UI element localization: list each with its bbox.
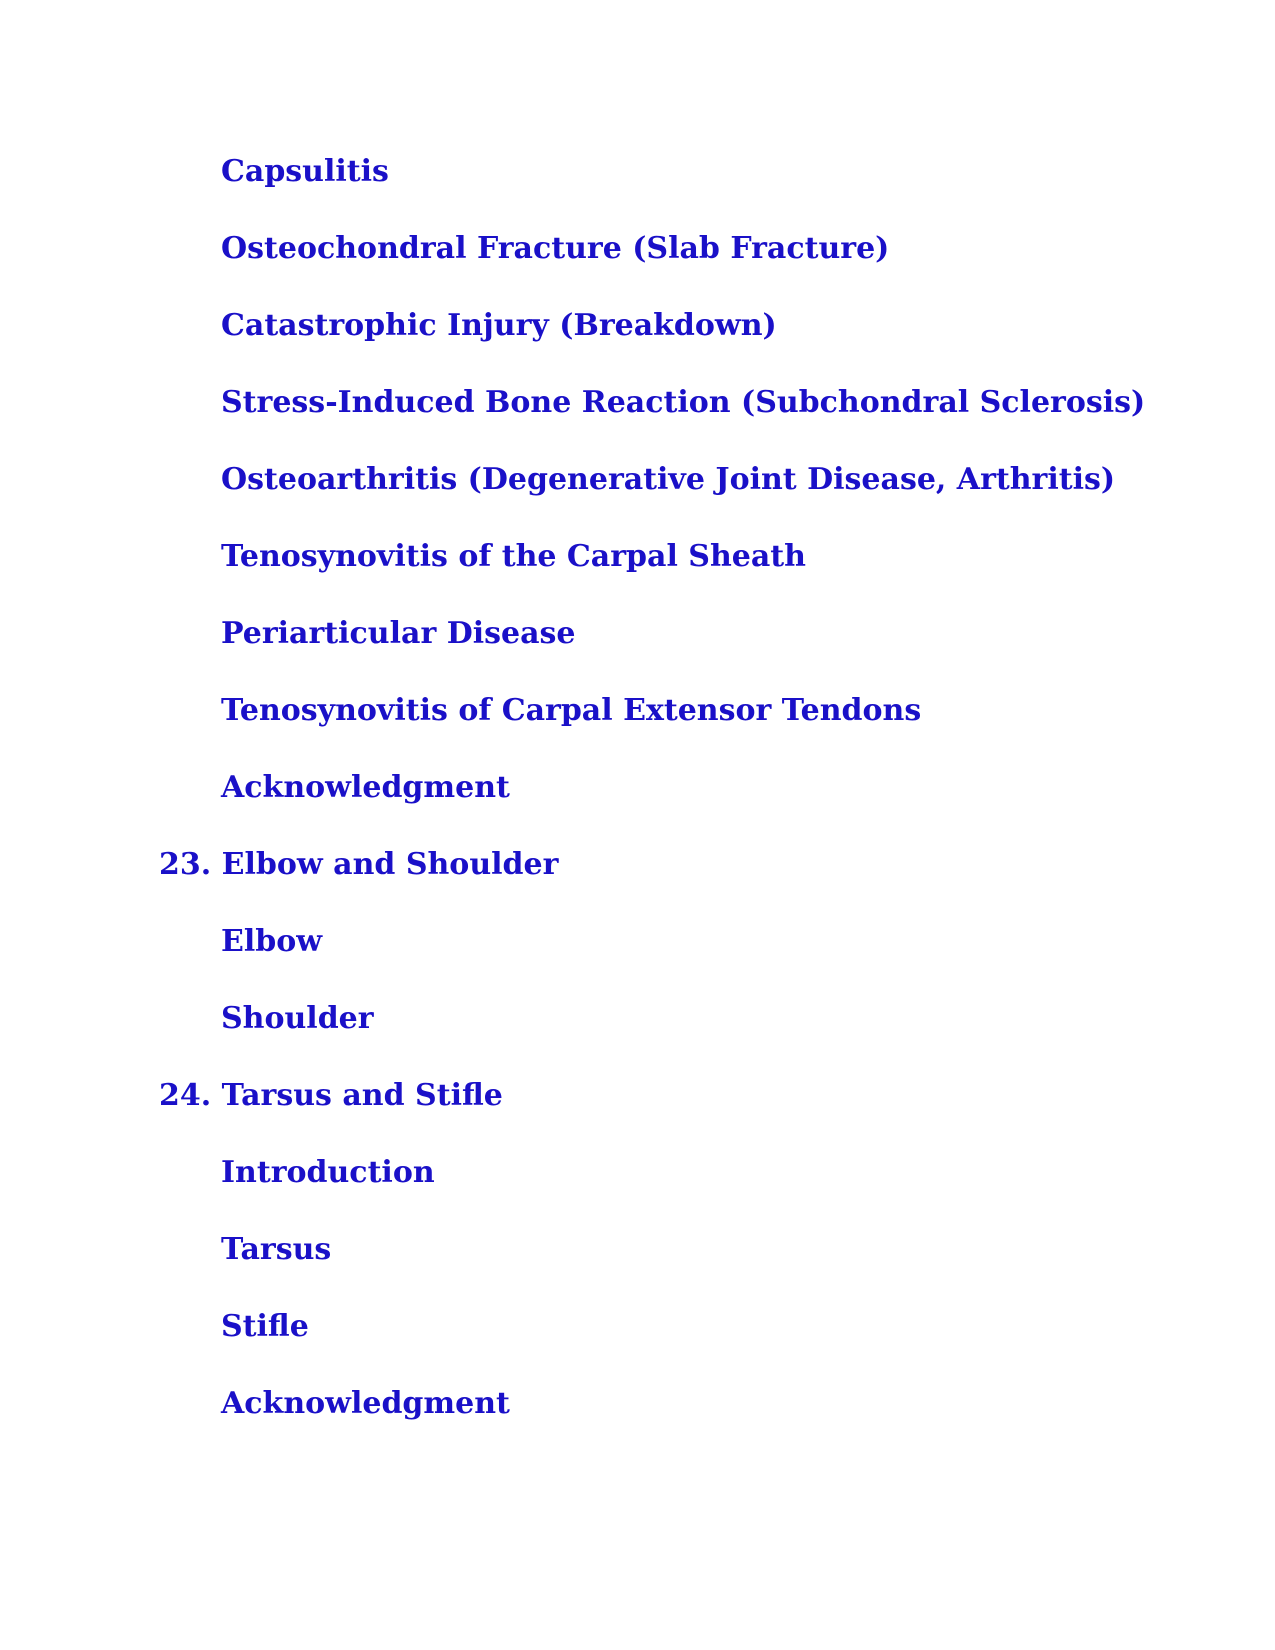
toc-link-tenosynovitis-extensor-tendons[interactable]: Tenosynovitis of Carpal Extensor Tendons [221,693,922,728]
toc-link-tenosynovitis-carpal-sheath[interactable]: Tenosynovitis of the Carpal Sheath [221,539,806,574]
toc-link-tarsus[interactable]: Tarsus [221,1232,332,1267]
toc-link-osteoarthritis[interactable]: Osteoarthritis (Degenerative Joint Disease, Arthritis) [221,462,1116,497]
toc-link-capsulitis[interactable]: Capsulitis [221,154,389,189]
toc-link-acknowledgment-22[interactable]: Acknowledgment [221,770,510,805]
toc-link-acknowledgment-24[interactable]: Acknowledgment [221,1386,510,1421]
toc-link-shoulder[interactable]: Shoulder [221,1001,374,1036]
toc-link-catastrophic-injury[interactable]: Catastrophic Injury (Breakdown) [221,308,777,343]
toc-link-osteochondral-fracture[interactable]: Osteochondral Fracture (Slab Fracture) [221,231,890,266]
toc-link-periarticular-disease[interactable]: Periarticular Disease [221,616,576,651]
toc-link-stress-induced-bone-reaction[interactable]: Stress-Induced Bone Reaction (Subchondral Sclerosis) [221,385,1146,420]
toc-link-introduction[interactable]: Introduction [221,1155,435,1190]
toc-link-stifle[interactable]: Stifle [221,1309,309,1344]
toc-link-elbow[interactable]: Elbow [221,924,323,959]
toc-link-chapter-23[interactable]: 23. Elbow and Shoulder [159,847,559,882]
toc-link-chapter-24[interactable]: 24. Tarsus and Stifle [159,1078,503,1113]
